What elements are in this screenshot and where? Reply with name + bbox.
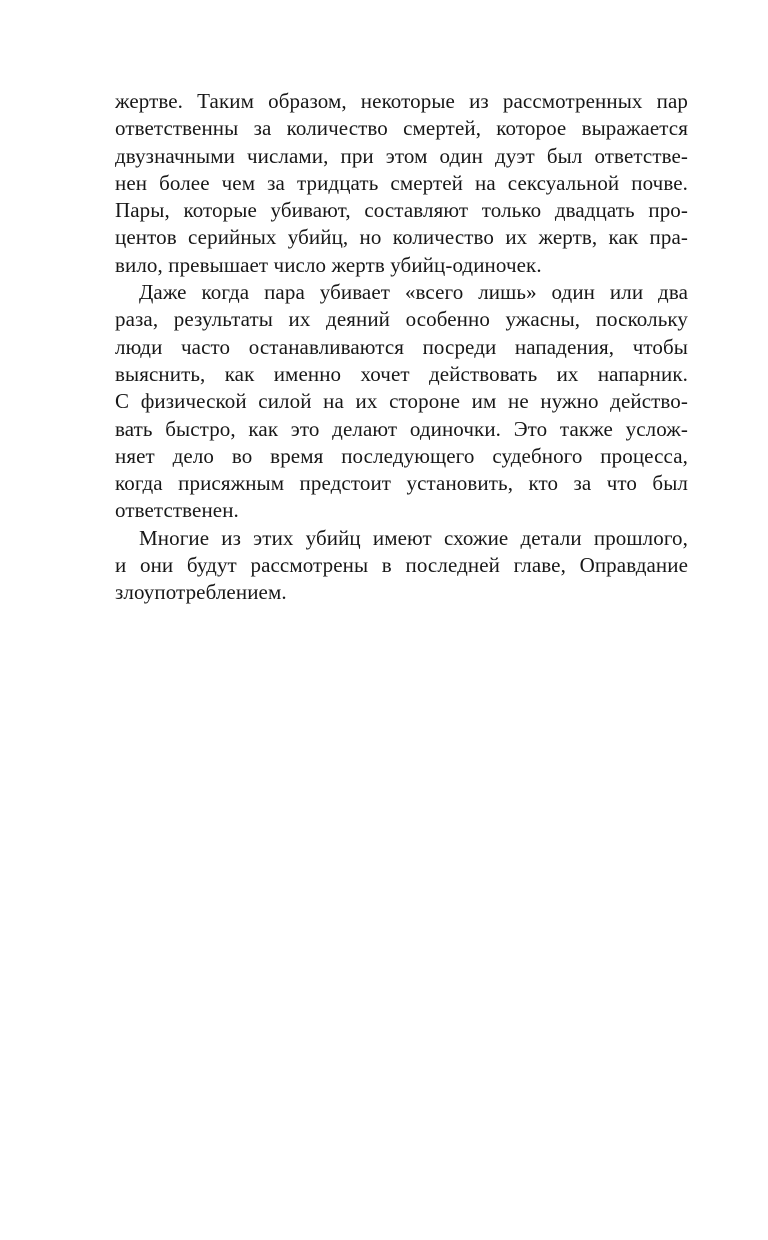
text-block: [115, 88, 688, 607]
text-line: С физической силой на их стороне им не нужно действо-: [115, 389, 688, 414]
text-line: Многие из этих убийц имеют схожие детали прошлого,: [139, 525, 688, 550]
text-line: раза, результаты их деяний особенно ужасны, поскольку: [115, 307, 688, 332]
text-line: ответственны за количество смертей, которое выражается: [115, 116, 688, 141]
text-line: двузначными числами, при этом один дуэт был ответстве-: [115, 143, 688, 168]
text-line: жертве. Таким образом, некоторые из рассмотренных пар: [115, 89, 688, 113]
text-line: Даже когда пара убивает «всего лишь» один или два: [139, 280, 688, 305]
text-line: когда присяжным предстоит установить, кто за что был: [115, 471, 688, 496]
text-line: вать быстро, как это делают одиночки. Это также услож-: [115, 416, 688, 441]
text-line: выяснить, как именно хочет действовать их напарник.: [115, 361, 688, 386]
text-line: Пары, которые убивают, составляют только двадцать про-: [115, 198, 688, 223]
text-line: люди часто останавливаются посреди нападения, чтобы: [115, 334, 688, 359]
text-line: нен более чем за тридцать смертей на сексуальной почве.: [115, 170, 688, 195]
text-line: няет дело во время последующего судебного процесса,: [115, 443, 688, 468]
text-line: центов серийных убийц, но количество их жертв, как пра-: [115, 225, 688, 250]
text-line: вило, превышает число жертв убийц-одиночек.: [115, 252, 542, 277]
text-line: ответственен.: [115, 498, 239, 523]
text-line: и они будут рассмотрены в последней главе, Оправдание: [115, 553, 688, 578]
text-line: злоупотреблением.: [115, 580, 287, 605]
